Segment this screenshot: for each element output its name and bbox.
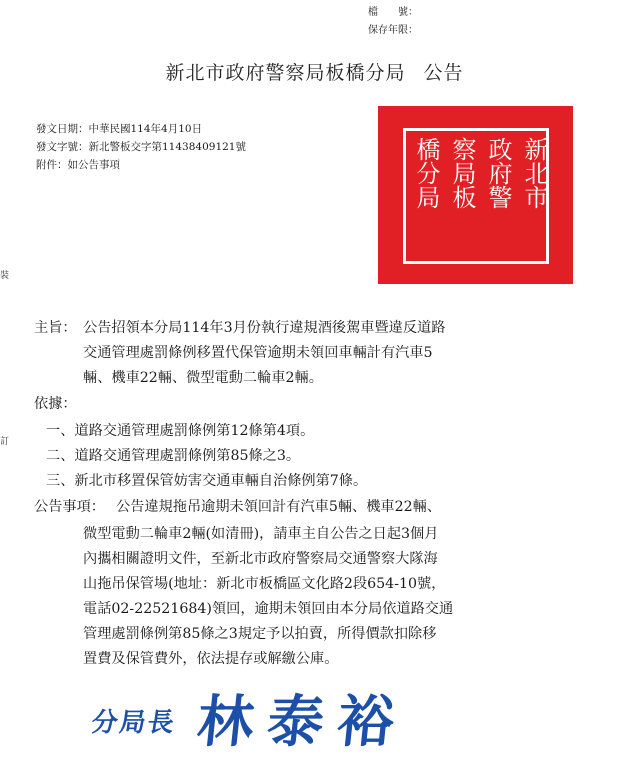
notice-line: 電話02-22521684)領回，逾期未領回由本分局依道路交通 (83, 601, 454, 617)
basis-label: 依據： (34, 396, 77, 412)
notice-line: 置費及保管費外，依法提存或解繳公庫。 (83, 651, 339, 667)
margin-mark-bind: 裝 (0, 271, 10, 281)
subject-line: 交通管理處罰條例移置代保管逾期未領回車輛計有汽車5 (83, 345, 433, 361)
retention-period-label: 保存年限： (368, 25, 418, 36)
seal-text-col4: 橋分局 (412, 137, 440, 209)
notice-line: 管理處罰條例第85條之3規定予以拍賣，所得價款扣除移 (83, 626, 437, 642)
agency-name: 新北市政府警察局板橋分局 (165, 62, 406, 84)
seal-text-col2: 政府警 (484, 137, 512, 209)
attachment-note: 附件：如公告事項 (36, 159, 120, 171)
seal-text-col3: 察局板 (448, 137, 476, 209)
notice-label: 公告事項： (34, 499, 105, 515)
seal-text-col1: 新北市 (520, 137, 548, 209)
basis-item: 一、道路交通管理處罰條例第12條第4項。 (46, 423, 315, 439)
director-signature (89, 676, 572, 756)
notice-line: 微型電動二輪車2輛(如清冊)，請車主自公告之日起3個月 (83, 526, 439, 542)
issue-date: 發文日期：中華民國114年4月10日 (36, 123, 203, 135)
notice-line: 公告違規拖吊逾期未領回計有汽車5輛、機車22輛、 (116, 499, 442, 515)
document-type: 公告 (423, 62, 464, 84)
signature-name: 林泰裕 (194, 689, 412, 755)
notice-line: 內攜相關證明文件，至新北市政府警察局交通警察大隊海 (83, 551, 438, 567)
basis-item: 二、道路交通管理處罰條例第85條之3。 (46, 448, 301, 464)
file-number-label: 檔 號： (368, 7, 418, 18)
subject-line: 公告招領本分局114年3月份執行違規酒後駕車暨違反道路 (83, 320, 446, 336)
notice-line: 山拖吊保管場(地址：新北市板橋區文化路2段654-10號， (83, 576, 446, 592)
signature-title: 分局長 (89, 708, 178, 738)
basis-item: 三、新北市移置保管妨害交通車輛自治條例第7條。 (46, 473, 368, 489)
page-title (0, 58, 629, 85)
seal-border (403, 128, 549, 264)
issue-number: 發文字號：新北警板交字第11438409121號 (36, 141, 246, 153)
official-seal-stamp (378, 106, 573, 284)
margin-mark-staple: 訂 (0, 437, 10, 447)
subject-line: 輛、機車22輛、微型電動二輪車2輛。 (83, 370, 323, 386)
subject-label: 主旨： (34, 320, 77, 336)
